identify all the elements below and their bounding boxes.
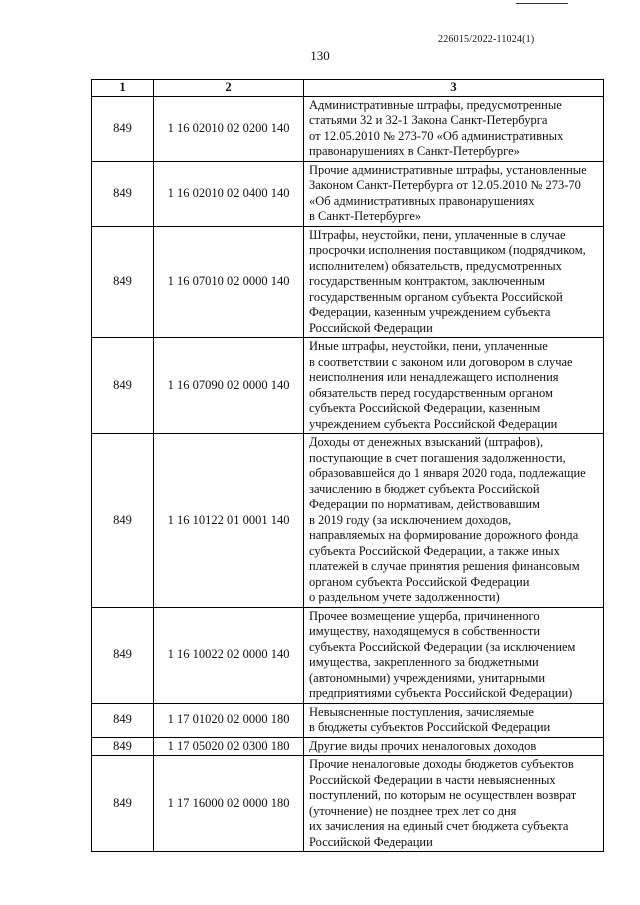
admin-code-cell: 849 — [92, 434, 154, 608]
kbk-code-cell: 1 16 07090 02 0000 140 — [154, 338, 304, 434]
table-row — [92, 226, 604, 338]
kbk-code-cell: 1 16 07010 02 0000 140 — [154, 226, 304, 338]
column-header-2: 2 — [154, 80, 304, 97]
table-row — [92, 703, 604, 737]
revenue-codes-table — [91, 79, 604, 852]
description-cell: Другие виды прочих неналоговых доходов — [304, 737, 604, 756]
description-cell: Прочие административные штрафы, установленные Законом Санкт-Петербурга от 12.05.2010 № 273-70 «Об административных правонарушениях в Санкт-Петербурге» — [304, 161, 604, 226]
page-number: 130 — [310, 48, 330, 63]
admin-code-cell: 849 — [92, 226, 154, 338]
top-rule — [516, 3, 568, 4]
description-cell: Доходы от денежных взысканий (штрафов), поступающие в счет погашения задолженности, образовавшейся до 1 января 2020 года, подлежащие зачислению в бюджет субъекта Российской Федерации по нормативам, действовавшим в 2019 году (за исключением доходов, направляемых на формирование дорожного фонда субъекта Российской Федерации, а также иных платежей в случае принятия решения финансовым органом субъекта Российской Федерации о раздельном учете задолженности) — [304, 434, 604, 608]
table-row — [92, 756, 604, 852]
admin-code-cell: 849 — [92, 96, 154, 161]
column-header-1: 1 — [92, 80, 154, 97]
admin-code-cell: 849 — [92, 756, 154, 852]
admin-code-cell: 849 — [92, 703, 154, 737]
admin-code-cell: 849 — [92, 161, 154, 226]
admin-code-cell: 849 — [92, 737, 154, 756]
kbk-code-cell: 1 17 16000 02 0000 180 — [154, 756, 304, 852]
kbk-code-cell: 1 16 10122 01 0001 140 — [154, 434, 304, 608]
description-cell: Прочие неналоговые доходы бюджетов субъектов Российской Федерации в части невыясненных поступлений, по которым не осуществлен возврат (уточнение) не позднее трех лет со дня их зачисления на единый счет бюджета субъекта Российской Федерации — [304, 756, 604, 852]
admin-code-cell: 849 — [92, 607, 154, 703]
column-header-3: 3 — [304, 80, 604, 97]
description-cell: Иные штрафы, неустойки, пени, уплаченные в соответствии с законом или договором в случае неисполнения или ненадлежащего исполнения обязательств перед государственным органом субъекта Российской Федерации, казенным учреждением субъекта Российской Федерации — [304, 338, 604, 434]
table-row — [92, 737, 604, 756]
table-row — [92, 338, 604, 434]
document-id: 226015/2022-11024(1) — [438, 34, 535, 45]
kbk-code-cell: 1 17 01020 02 0000 180 — [154, 703, 304, 737]
table-row — [92, 434, 604, 608]
kbk-code-cell: 1 16 10022 02 0000 140 — [154, 607, 304, 703]
table-row — [92, 161, 604, 226]
description-cell: Невыясненные поступления, зачисляемые в бюджеты субъектов Российской Федерации — [304, 703, 604, 737]
table-row — [92, 96, 604, 161]
table-header-row — [92, 80, 604, 97]
description-cell: Административные штрафы, предусмотренные статьями 32 и 32-1 Закона Санкт-Петербурга от 12.05.2010 № 273-70 «Об административных правонарушениях в Санкт-Петербурге» — [304, 96, 604, 161]
kbk-code-cell: 1 16 02010 02 0400 140 — [154, 161, 304, 226]
table-row — [92, 607, 604, 703]
description-cell: Прочее возмещение ущерба, причиненного имуществу, находящемуся в собственности субъекта Российской Федерации (за исключением имущества, закрепленного за бюджетными (автономными) учреждениями, унитарными предприятиями субъекта Российской Федерации) — [304, 607, 604, 703]
admin-code-cell: 849 — [92, 338, 154, 434]
description-cell: Штрафы, неустойки, пени, уплаченные в случае просрочки исполнения поставщиком (подрядчиком, исполнителем) обязательств, предусмотренных государственным контрактом, заключенным государственным органом субъекта Российской Федерации, казенным учреждением субъекта Российской Федерации — [304, 226, 604, 338]
kbk-code-cell: 1 16 02010 02 0200 140 — [154, 96, 304, 161]
kbk-code-cell: 1 17 05020 02 0300 180 — [154, 737, 304, 756]
